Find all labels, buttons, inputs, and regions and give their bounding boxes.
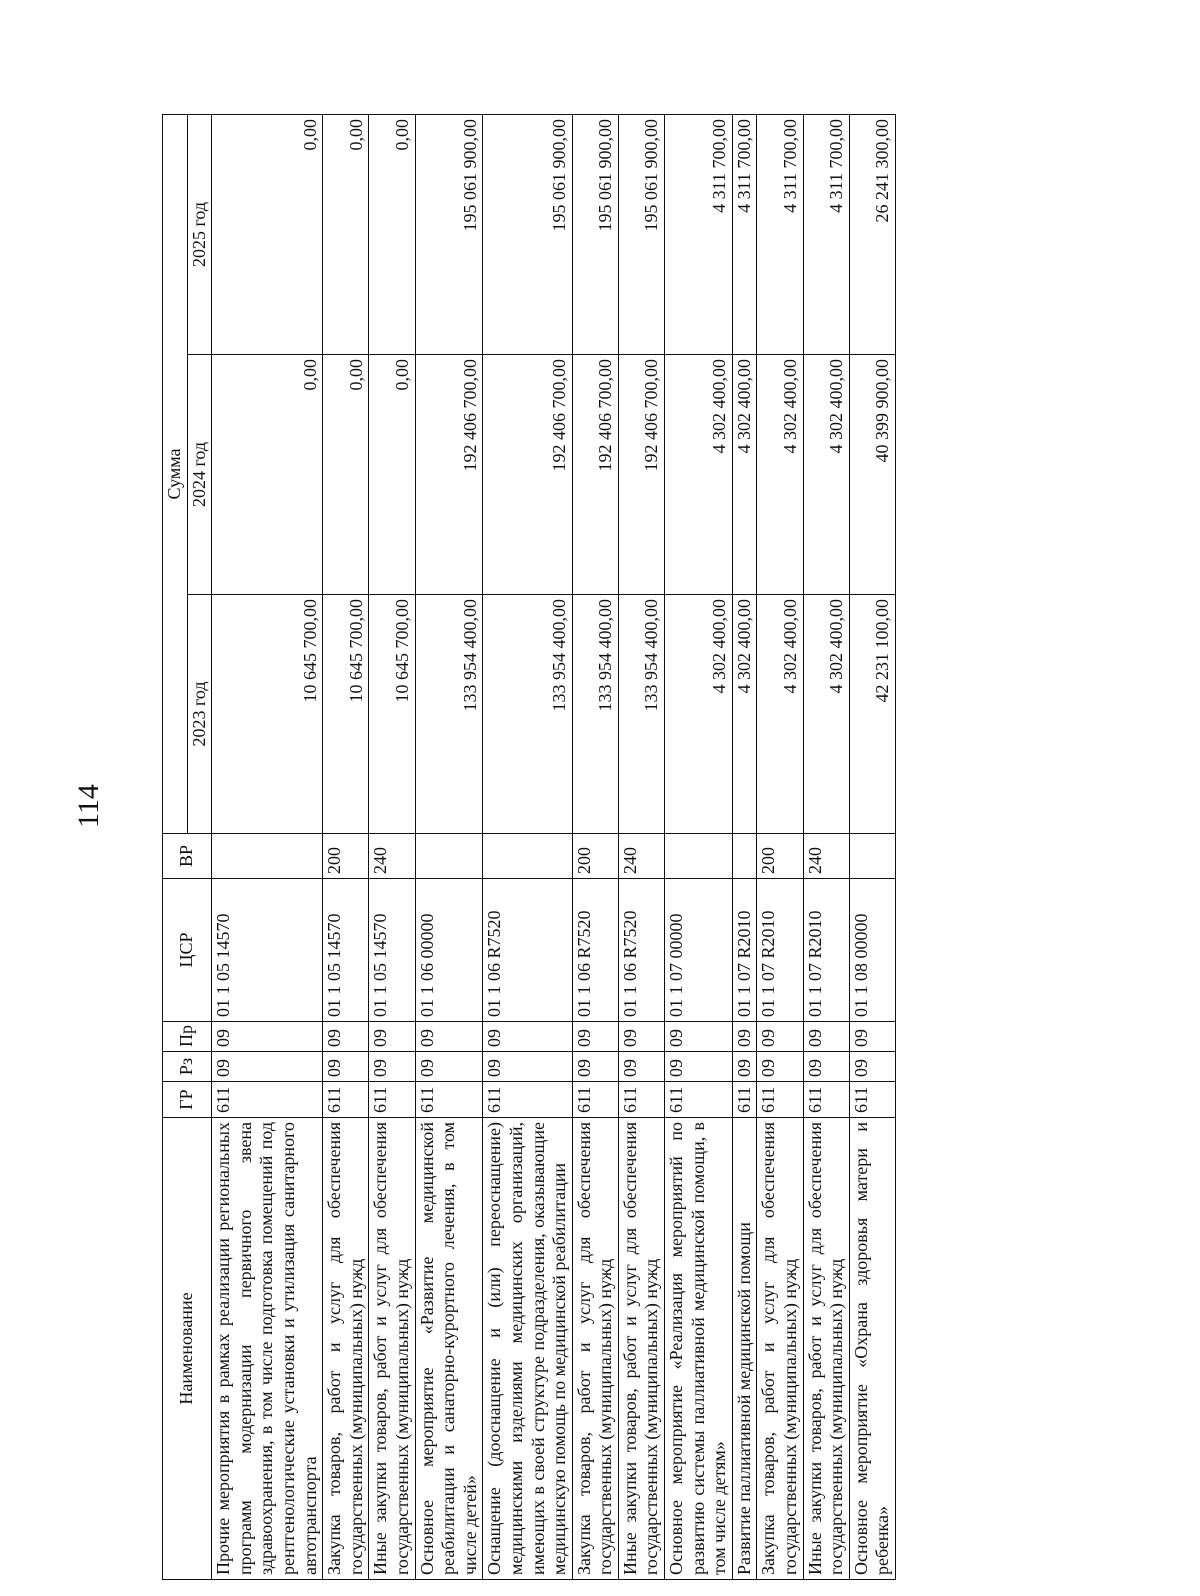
row-rz: 09 bbox=[483, 1052, 572, 1082]
table-row bbox=[212, 114, 323, 1579]
row-vr: 200 bbox=[572, 834, 618, 879]
header-name: Наименование bbox=[163, 1118, 212, 1580]
row-2023: 133 954 400,00 bbox=[415, 595, 483, 834]
row-rz: 09 bbox=[415, 1052, 483, 1082]
row-2023: 133 954 400,00 bbox=[572, 595, 618, 834]
row-name: Закупка товаров, работ и услуг для обеспечения государственных (муниципальных) нужд bbox=[757, 1118, 803, 1580]
header-vr: ВР bbox=[163, 834, 212, 879]
row-2025: 195 061 900,00 bbox=[618, 114, 664, 354]
row-2023: 4 302 400,00 bbox=[732, 595, 757, 834]
row-vr bbox=[849, 834, 895, 879]
header-csr: ЦСР bbox=[163, 879, 212, 1022]
row-csr: 01 1 07 R2010 bbox=[732, 879, 757, 1022]
table-row bbox=[849, 114, 895, 1579]
row-2023: 10 645 700,00 bbox=[212, 595, 323, 834]
row-2025: 4 311 700,00 bbox=[665, 114, 733, 354]
row-2025: 4 311 700,00 bbox=[803, 114, 849, 354]
header-row-1 bbox=[163, 114, 188, 1579]
table-row bbox=[572, 114, 618, 1579]
header-2023: 2023 год bbox=[187, 595, 212, 834]
header-gr: ГР bbox=[163, 1082, 212, 1118]
row-2025: 0,00 bbox=[212, 114, 323, 354]
row-2025: 26 241 300,00 bbox=[849, 114, 895, 354]
header-2025: 2025 год bbox=[187, 114, 212, 354]
row-2025: 195 061 900,00 bbox=[572, 114, 618, 354]
row-gr: 611 bbox=[849, 1082, 895, 1118]
row-gr: 611 bbox=[757, 1082, 803, 1118]
row-name: Оснащение (дооснащение и (или) переоснащение) медицинскими изделиями медицинских организаций, имеющих в своей структуре подразделения, оказывающие медицинскую помощь по медицинской реабилитации bbox=[483, 1118, 572, 1580]
page-number: 114 bbox=[72, 784, 105, 828]
table-row bbox=[618, 114, 664, 1579]
row-vr: 200 bbox=[757, 834, 803, 879]
row-pr: 09 bbox=[323, 1022, 369, 1052]
row-2024: 4 302 400,00 bbox=[732, 355, 757, 595]
row-name: Иные закупки товаров, работ и услуг для обеспечения государственных (муниципальных) нужд bbox=[803, 1118, 849, 1580]
header-sum: Сумма bbox=[163, 114, 188, 833]
row-2023: 10 645 700,00 bbox=[369, 595, 415, 834]
row-2023: 10 645 700,00 bbox=[323, 595, 369, 834]
table-row bbox=[803, 114, 849, 1579]
row-gr: 611 bbox=[572, 1082, 618, 1118]
header-2024: 2024 год bbox=[187, 355, 212, 595]
row-2023: 4 302 400,00 bbox=[757, 595, 803, 834]
row-name: Основное мероприятие «Реализация мероприятий по развитию системы паллиативной медицинской помощи, в том числе детям» bbox=[665, 1118, 733, 1580]
row-2024: 4 302 400,00 bbox=[803, 355, 849, 595]
row-gr: 611 bbox=[618, 1082, 664, 1118]
row-gr: 611 bbox=[415, 1082, 483, 1118]
row-vr bbox=[732, 834, 757, 879]
row-pr: 09 bbox=[665, 1022, 733, 1052]
row-pr: 09 bbox=[732, 1022, 757, 1052]
row-vr bbox=[483, 834, 572, 879]
row-csr: 01 1 07 00000 bbox=[665, 879, 733, 1022]
row-2023: 133 954 400,00 bbox=[483, 595, 572, 834]
row-csr: 01 1 08 00000 bbox=[849, 879, 895, 1022]
row-2024: 4 302 400,00 bbox=[757, 355, 803, 595]
row-pr: 09 bbox=[212, 1022, 323, 1052]
row-2025: 4 311 700,00 bbox=[732, 114, 757, 354]
table-row bbox=[483, 114, 572, 1579]
row-rz: 09 bbox=[572, 1052, 618, 1082]
row-name: Основное мероприятие «Развитие медицинской реабилитации и санаторно-курортного лечения, в том числе детей» bbox=[415, 1118, 483, 1580]
row-2025: 4 311 700,00 bbox=[757, 114, 803, 354]
row-rz: 09 bbox=[665, 1052, 733, 1082]
row-pr: 09 bbox=[849, 1022, 895, 1052]
row-name: Закупка товаров, работ и услуг для обеспечения государственных (муниципальных) нужд bbox=[323, 1118, 369, 1580]
row-2024: 192 406 700,00 bbox=[483, 355, 572, 595]
row-2024: 4 302 400,00 bbox=[665, 355, 733, 595]
row-name: Прочие мероприятия в рамках реализации региональных программ модернизации первичного звена здравоохранения, в том числе подготовка помещений под рентгенологические установки и утилизация санитарного автотранспорта bbox=[212, 1118, 323, 1580]
row-pr: 09 bbox=[618, 1022, 664, 1052]
row-2025: 195 061 900,00 bbox=[483, 114, 572, 354]
row-rz: 09 bbox=[849, 1052, 895, 1082]
row-gr: 611 bbox=[483, 1082, 572, 1118]
row-pr: 09 bbox=[757, 1022, 803, 1052]
row-name: Иные закупки товаров, работ и услуг для обеспечения государственных (муниципальных) нужд bbox=[369, 1118, 415, 1580]
row-csr: 01 1 05 14570 bbox=[369, 879, 415, 1022]
table-row bbox=[757, 114, 803, 1579]
row-vr: 240 bbox=[618, 834, 664, 879]
table-row bbox=[415, 114, 483, 1579]
row-2024: 40 399 900,00 bbox=[849, 355, 895, 595]
row-gr: 611 bbox=[212, 1082, 323, 1118]
row-vr: 200 bbox=[323, 834, 369, 879]
row-2024: 192 406 700,00 bbox=[572, 355, 618, 595]
row-pr: 09 bbox=[415, 1022, 483, 1052]
row-vr bbox=[212, 834, 323, 879]
row-rz: 09 bbox=[212, 1052, 323, 1082]
row-csr: 01 1 07 R2010 bbox=[757, 879, 803, 1022]
table-row bbox=[369, 114, 415, 1579]
row-2024: 192 406 700,00 bbox=[415, 355, 483, 595]
row-2024: 0,00 bbox=[212, 355, 323, 595]
row-name: Закупка товаров, работ и услуг для обеспечения государственных (муниципальных) нужд bbox=[572, 1118, 618, 1580]
row-2025: 0,00 bbox=[323, 114, 369, 354]
row-gr: 611 bbox=[369, 1082, 415, 1118]
row-rz: 09 bbox=[757, 1052, 803, 1082]
row-gr: 611 bbox=[665, 1082, 733, 1118]
row-2025: 195 061 900,00 bbox=[415, 114, 483, 354]
row-rz: 09 bbox=[323, 1052, 369, 1082]
row-2025: 0,00 bbox=[369, 114, 415, 354]
table-row bbox=[732, 114, 757, 1579]
row-2023: 42 231 100,00 bbox=[849, 595, 895, 834]
row-pr: 09 bbox=[803, 1022, 849, 1052]
row-vr bbox=[665, 834, 733, 879]
row-rz: 09 bbox=[803, 1052, 849, 1082]
row-name: Основное мероприятие «Охрана здоровья матери и ребенка» bbox=[849, 1118, 895, 1580]
header-rz: Рз bbox=[163, 1052, 212, 1082]
row-csr: 01 1 06 00000 bbox=[415, 879, 483, 1022]
row-csr: 01 1 05 14570 bbox=[212, 879, 323, 1022]
row-vr: 240 bbox=[369, 834, 415, 879]
table-row bbox=[323, 114, 369, 1579]
row-rz: 09 bbox=[618, 1052, 664, 1082]
row-name: Иные закупки товаров, работ и услуг для обеспечения государственных (муниципальных) нужд bbox=[618, 1118, 664, 1580]
row-vr: 240 bbox=[803, 834, 849, 879]
row-pr: 09 bbox=[572, 1022, 618, 1052]
row-2023: 133 954 400,00 bbox=[618, 595, 664, 834]
row-gr: 611 bbox=[803, 1082, 849, 1118]
table-row bbox=[665, 114, 733, 1579]
row-csr: 01 1 06 R7520 bbox=[483, 879, 572, 1022]
row-2024: 192 406 700,00 bbox=[618, 355, 664, 595]
row-rz: 09 bbox=[369, 1052, 415, 1082]
row-2023: 4 302 400,00 bbox=[665, 595, 733, 834]
budget-table-page bbox=[162, 115, 896, 1580]
row-gr: 611 bbox=[323, 1082, 369, 1118]
budget-table bbox=[162, 114, 896, 1580]
header-pr: Пр bbox=[163, 1022, 212, 1052]
row-pr: 09 bbox=[483, 1022, 572, 1052]
row-2023: 4 302 400,00 bbox=[803, 595, 849, 834]
row-vr bbox=[415, 834, 483, 879]
row-2024: 0,00 bbox=[369, 355, 415, 595]
row-pr: 09 bbox=[369, 1022, 415, 1052]
row-csr: 01 1 05 14570 bbox=[323, 879, 369, 1022]
row-gr: 611 bbox=[732, 1082, 757, 1118]
row-csr: 01 1 06 R7520 bbox=[572, 879, 618, 1022]
row-name: Развитие паллиативной медицинской помощи bbox=[732, 1118, 757, 1580]
row-csr: 01 1 07 R2010 bbox=[803, 879, 849, 1022]
row-csr: 01 1 06 R7520 bbox=[618, 879, 664, 1022]
row-2024: 0,00 bbox=[323, 355, 369, 595]
row-rz: 09 bbox=[732, 1052, 757, 1082]
